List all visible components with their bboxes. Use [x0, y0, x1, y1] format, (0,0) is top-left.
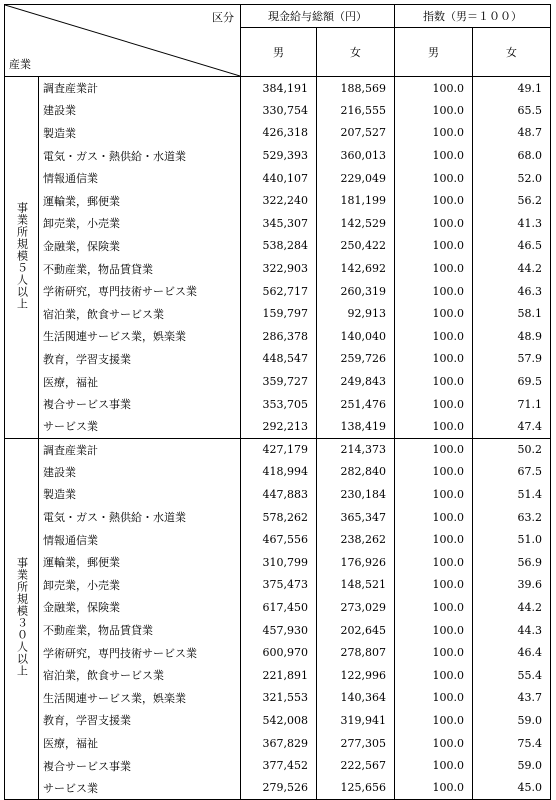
- male-index-cell: 100.0: [395, 235, 473, 258]
- group-label: 事業所規模３０人以上: [15, 557, 29, 678]
- female-wage-cell: 122,996: [317, 664, 395, 687]
- industry-cell: 運輸業，郵便業: [39, 551, 241, 574]
- group-label-cell: [5, 77, 39, 439]
- female-index-cell: 48.7: [473, 122, 551, 145]
- male-index-cell: 100.0: [395, 122, 473, 145]
- female-index-cell: 46.5: [473, 235, 551, 258]
- female-index-cell: 67.5: [473, 461, 551, 484]
- female-wage-cell: 138,419: [317, 415, 395, 438]
- female-wage-cell: 278,807: [317, 641, 395, 664]
- male-index-cell: 100.0: [395, 348, 473, 371]
- table-body: [5, 77, 551, 800]
- male-wage-cell: 448,547: [241, 348, 317, 371]
- male-header: 男: [241, 28, 317, 77]
- kubun-label: 区分: [212, 11, 234, 24]
- male-index-cell: 100.0: [395, 189, 473, 212]
- table-row: [5, 122, 551, 145]
- industry-cell: 製造業: [39, 122, 241, 145]
- male-wage-cell: 617,450: [241, 596, 317, 619]
- industry-cell: 宿泊業，飲食サービス業: [39, 664, 241, 687]
- industry-cell: 生活関連サービス業，娯楽業: [39, 325, 241, 348]
- table-row: [5, 393, 551, 416]
- male-wage-cell: 375,473: [241, 574, 317, 597]
- male-index-cell: 100.0: [395, 77, 473, 100]
- male-index-cell: 100.0: [395, 574, 473, 597]
- table-row: [5, 415, 551, 438]
- male-wage-cell: 457,930: [241, 619, 317, 642]
- female-wage-cell: 230,184: [317, 483, 395, 506]
- table-row: [5, 777, 551, 800]
- industry-cell: 卸売業，小売業: [39, 574, 241, 597]
- male-wage-cell: 286,378: [241, 325, 317, 348]
- industry-cell: 情報通信業: [39, 167, 241, 190]
- female-wage-cell: 142,529: [317, 212, 395, 235]
- female-index-cell: 75.4: [473, 732, 551, 755]
- table-row: [5, 99, 551, 122]
- group-label: 事業所規模５人以上: [15, 201, 29, 310]
- female-index-cell: 56.2: [473, 189, 551, 212]
- table-row: [5, 348, 551, 371]
- table-row: [5, 235, 551, 258]
- female-index-cell: 59.0: [473, 709, 551, 732]
- female-index-cell: 49.1: [473, 77, 551, 100]
- female-index-cell: 48.9: [473, 325, 551, 348]
- female-index-cell: 44.3: [473, 619, 551, 642]
- industry-cell: 教育，学習支援業: [39, 709, 241, 732]
- female-wage-cell: 216,555: [317, 99, 395, 122]
- table-row: [5, 506, 551, 529]
- industry-cell: 金融業，保険業: [39, 596, 241, 619]
- female-index-cell: 58.1: [473, 302, 551, 325]
- industry-cell: 生活関連サービス業，娯楽業: [39, 687, 241, 710]
- female-index-cell: 65.5: [473, 99, 551, 122]
- female-wage-cell: 282,840: [317, 461, 395, 484]
- female-index-cell: 51.4: [473, 483, 551, 506]
- male-index-cell: 100.0: [395, 528, 473, 551]
- female-wage-cell: 360,013: [317, 144, 395, 167]
- male-index-cell: 100.0: [395, 167, 473, 190]
- table-row: [5, 596, 551, 619]
- industry-cell: 教育，学習支援業: [39, 348, 241, 371]
- male-index-cell: 100.0: [395, 144, 473, 167]
- male-wage-cell: 221,891: [241, 664, 317, 687]
- industry-cell: 情報通信業: [39, 528, 241, 551]
- male-wage-cell: 578,262: [241, 506, 317, 529]
- male-wage-cell: 322,903: [241, 257, 317, 280]
- male-index-cell: 100.0: [395, 393, 473, 416]
- table-row: [5, 709, 551, 732]
- male-wage-cell: 159,797: [241, 302, 317, 325]
- female-index-cell: 50.2: [473, 438, 551, 461]
- male-index-cell: 100.0: [395, 732, 473, 755]
- female-wage-cell: 251,476: [317, 393, 395, 416]
- female-index-cell: 57.9: [473, 348, 551, 371]
- table-row: [5, 280, 551, 303]
- male-index-cell: 100.0: [395, 483, 473, 506]
- table-row: [5, 528, 551, 551]
- table-row: [5, 732, 551, 755]
- table-row: [5, 144, 551, 167]
- table-row: [5, 551, 551, 574]
- male-wage-cell: 345,307: [241, 212, 317, 235]
- industry-cell: 金融業，保険業: [39, 235, 241, 258]
- industry-cell: 電気・ガス・熱供給・水道業: [39, 144, 241, 167]
- industry-cell: 電気・ガス・熱供給・水道業: [39, 506, 241, 529]
- male-wage-cell: 310,799: [241, 551, 317, 574]
- male-wage-cell: 542,008: [241, 709, 317, 732]
- male-index-cell: 100.0: [395, 461, 473, 484]
- table-row: [5, 483, 551, 506]
- diagonal-line: [5, 5, 240, 76]
- industry-cell: サービス業: [39, 415, 241, 438]
- male-wage-cell: 427,179: [241, 438, 317, 461]
- female-index-cell: 69.5: [473, 370, 551, 393]
- female-index-cell: 52.0: [473, 167, 551, 190]
- male-wage-cell: 367,829: [241, 732, 317, 755]
- industry-cell: 医療，福祉: [39, 370, 241, 393]
- male-wage-cell: 377,452: [241, 754, 317, 777]
- female-wage-cell: 202,645: [317, 619, 395, 642]
- male-wage-cell: 447,883: [241, 483, 317, 506]
- industry-cell: 複合サービス事業: [39, 754, 241, 777]
- female-wage-cell: 181,199: [317, 189, 395, 212]
- female-index-cell: 44.2: [473, 596, 551, 619]
- male-wage-cell: 529,393: [241, 144, 317, 167]
- male-wage-cell: 321,553: [241, 687, 317, 710]
- female-wage-cell: 273,029: [317, 596, 395, 619]
- table-row: [5, 754, 551, 777]
- male-index-cell: 100.0: [395, 280, 473, 303]
- male-index-cell: 100.0: [395, 438, 473, 461]
- female-wage-cell: 250,422: [317, 235, 395, 258]
- female-index-cell: 44.2: [473, 257, 551, 280]
- table-row: [5, 370, 551, 393]
- female-wage-cell: 140,040: [317, 325, 395, 348]
- male-wage-cell: 467,556: [241, 528, 317, 551]
- male-wage-cell: 600,970: [241, 641, 317, 664]
- female-index-cell: 59.0: [473, 754, 551, 777]
- female-wage-cell: 365,347: [317, 506, 395, 529]
- table-row: [5, 212, 551, 235]
- table-row: [5, 641, 551, 664]
- female-index-cell: 45.0: [473, 777, 551, 800]
- male-index-cell: 100.0: [395, 325, 473, 348]
- table-row: [5, 257, 551, 280]
- table-row: [5, 302, 551, 325]
- male-wage-cell: 322,240: [241, 189, 317, 212]
- female-index-cell: 43.7: [473, 687, 551, 710]
- industry-cell: 建設業: [39, 461, 241, 484]
- male-wage-cell: 418,994: [241, 461, 317, 484]
- table-row: [5, 619, 551, 642]
- industry-cell: 製造業: [39, 483, 241, 506]
- female-wage-cell: 125,656: [317, 777, 395, 800]
- male-index-cell: 100.0: [395, 257, 473, 280]
- female-wage-cell: 214,373: [317, 438, 395, 461]
- industry-cell: 不動産業，物品賃貸業: [39, 257, 241, 280]
- female-index-cell: 39.6: [473, 574, 551, 597]
- male-wage-cell: 279,526: [241, 777, 317, 800]
- table-row: [5, 325, 551, 348]
- female-wage-cell: 238,262: [317, 528, 395, 551]
- male-wage-cell: 384,191: [241, 77, 317, 100]
- industry-cell: 調査産業計: [39, 77, 241, 100]
- industry-cell: 不動産業，物品賃貸業: [39, 619, 241, 642]
- female-wage-cell: 249,843: [317, 370, 395, 393]
- female-wage-cell: 222,567: [317, 754, 395, 777]
- male-wage-cell: 330,754: [241, 99, 317, 122]
- female-wage-cell: 207,527: [317, 122, 395, 145]
- male-index-cell: 100.0: [395, 506, 473, 529]
- cash-total-header: 現金給与総額（円）: [241, 5, 395, 28]
- male-wage-cell: 538,284: [241, 235, 317, 258]
- male-index-cell: 100.0: [395, 551, 473, 574]
- male-index-cell: 100.0: [395, 709, 473, 732]
- industry-cell: 医療，福祉: [39, 732, 241, 755]
- industry-cell: サービス業: [39, 777, 241, 800]
- male-index-cell: 100.0: [395, 415, 473, 438]
- female-wage-cell: 142,692: [317, 257, 395, 280]
- female-header: 女: [317, 28, 395, 77]
- table-row: [5, 167, 551, 190]
- female-wage-cell: 188,569: [317, 77, 395, 100]
- male-wage-cell: 353,705: [241, 393, 317, 416]
- female-wage-cell: 176,926: [317, 551, 395, 574]
- table-row: [5, 574, 551, 597]
- index-header: 指数（男＝１００）: [395, 5, 551, 28]
- table-row: [5, 461, 551, 484]
- industry-cell: 学術研究，専門技術サービス業: [39, 280, 241, 303]
- female-wage-cell: 92,913: [317, 302, 395, 325]
- male-index-cell: 100.0: [395, 99, 473, 122]
- female-index-cell: 46.4: [473, 641, 551, 664]
- male-index-cell: 100.0: [395, 370, 473, 393]
- female-index-cell: 55.4: [473, 664, 551, 687]
- industry-cell: 卸売業，小売業: [39, 212, 241, 235]
- index-male-header: 男: [395, 28, 473, 77]
- male-index-cell: 100.0: [395, 754, 473, 777]
- male-index-cell: 100.0: [395, 212, 473, 235]
- table-row: [5, 189, 551, 212]
- index-female-header: 女: [473, 28, 551, 77]
- male-wage-cell: 440,107: [241, 167, 317, 190]
- female-wage-cell: 277,305: [317, 732, 395, 755]
- female-wage-cell: 259,726: [317, 348, 395, 371]
- industry-cell: 調査産業計: [39, 438, 241, 461]
- group-label-cell: [5, 438, 39, 800]
- male-wage-cell: 426,318: [241, 122, 317, 145]
- wage-table-container: [4, 4, 551, 800]
- female-wage-cell: 148,521: [317, 574, 395, 597]
- sangyo-label: 産業: [9, 58, 31, 71]
- industry-cell: 運輸業，郵便業: [39, 189, 241, 212]
- female-wage-cell: 229,049: [317, 167, 395, 190]
- male-wage-cell: 359,727: [241, 370, 317, 393]
- male-wage-cell: 562,717: [241, 280, 317, 303]
- female-index-cell: 68.0: [473, 144, 551, 167]
- male-index-cell: 100.0: [395, 596, 473, 619]
- female-index-cell: 46.3: [473, 280, 551, 303]
- female-index-cell: 47.4: [473, 415, 551, 438]
- male-index-cell: 100.0: [395, 664, 473, 687]
- corner-header: [5, 5, 241, 77]
- table-row: [5, 77, 551, 100]
- male-index-cell: 100.0: [395, 302, 473, 325]
- female-index-cell: 71.1: [473, 393, 551, 416]
- female-wage-cell: 319,941: [317, 709, 395, 732]
- industry-cell: 宿泊業，飲食サービス業: [39, 302, 241, 325]
- female-index-cell: 41.3: [473, 212, 551, 235]
- male-index-cell: 100.0: [395, 687, 473, 710]
- industry-cell: 複合サービス事業: [39, 393, 241, 416]
- female-wage-cell: 140,364: [317, 687, 395, 710]
- industry-cell: 学術研究，専門技術サービス業: [39, 641, 241, 664]
- table-row: [5, 438, 551, 461]
- male-index-cell: 100.0: [395, 777, 473, 800]
- wage-table: [4, 4, 551, 800]
- male-index-cell: 100.0: [395, 641, 473, 664]
- female-wage-cell: 260,319: [317, 280, 395, 303]
- female-index-cell: 51.0: [473, 528, 551, 551]
- table-row: [5, 687, 551, 710]
- female-index-cell: 63.2: [473, 506, 551, 529]
- female-index-cell: 56.9: [473, 551, 551, 574]
- industry-cell: 建設業: [39, 99, 241, 122]
- male-wage-cell: 292,213: [241, 415, 317, 438]
- male-index-cell: 100.0: [395, 619, 473, 642]
- table-row: [5, 664, 551, 687]
